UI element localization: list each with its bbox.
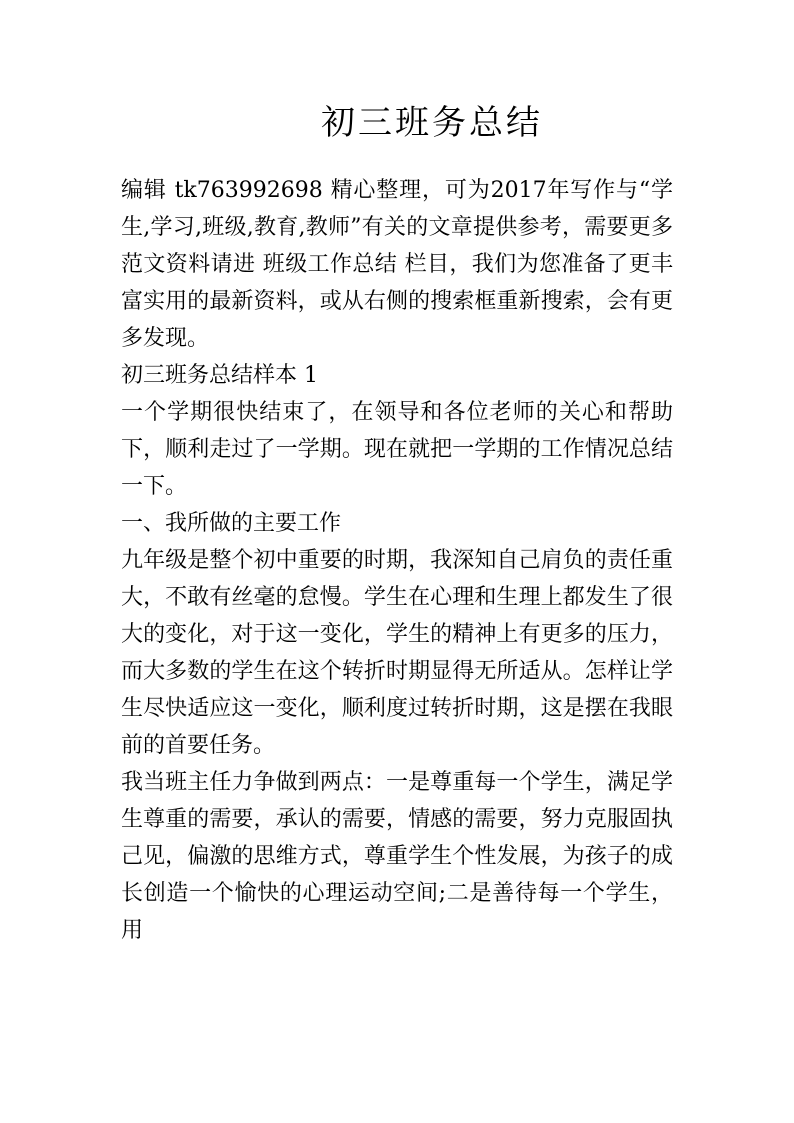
document-title: 初三班务总结: [321, 103, 543, 143]
section-heading-main-work: 一、我所做的主要工作: [121, 511, 342, 536]
intro-paragraph: 编辑 tk763992698 精心整理，可为2017年写作与“学生,学习,班级,教育,教师”有关的文章提供参考，需要更多范文资料请进 班级工作总结 栏目，我们为您准备了更丰富实用的最新资料，或从右侧的搜索框重新搜索，会有更多发现。: [121, 178, 673, 351]
document-body: [121, 172, 673, 949]
section-heading-sample: 初三班务总结样本 1: [121, 363, 318, 388]
body-paragraph-grade-nine: 九年级是整个初中重要的时期，我深知自己肩负的责任重大，不敢有丝毫的怠慢。学生在心理和生理上都发生了很大的变化，对于这一变化，学生的精神上有更多的压力，而大多数的学生在这个转折时期显得无所适从。怎样让学生尽快适应这一变化，顺利度过转折时期，这是摆在我眼前的首要任务。: [121, 548, 673, 758]
summary-paragraph: 一个学期很快结束了，在领导和各位老师的关心和帮助下，顺利走过了一学期。现在就把一学期的工作情况总结一下。: [121, 400, 673, 499]
body-paragraph-two-points: 我当班主任力争做到两点：一是尊重每一个学生，满足学生尊重的需要，承认的需要，情感的需要，努力克服固执己见，偏激的思维方式，尊重学生个性发展，为孩子的成长创造一个愉快的心理运动空间;二是善待每一个学生，用: [121, 770, 673, 943]
